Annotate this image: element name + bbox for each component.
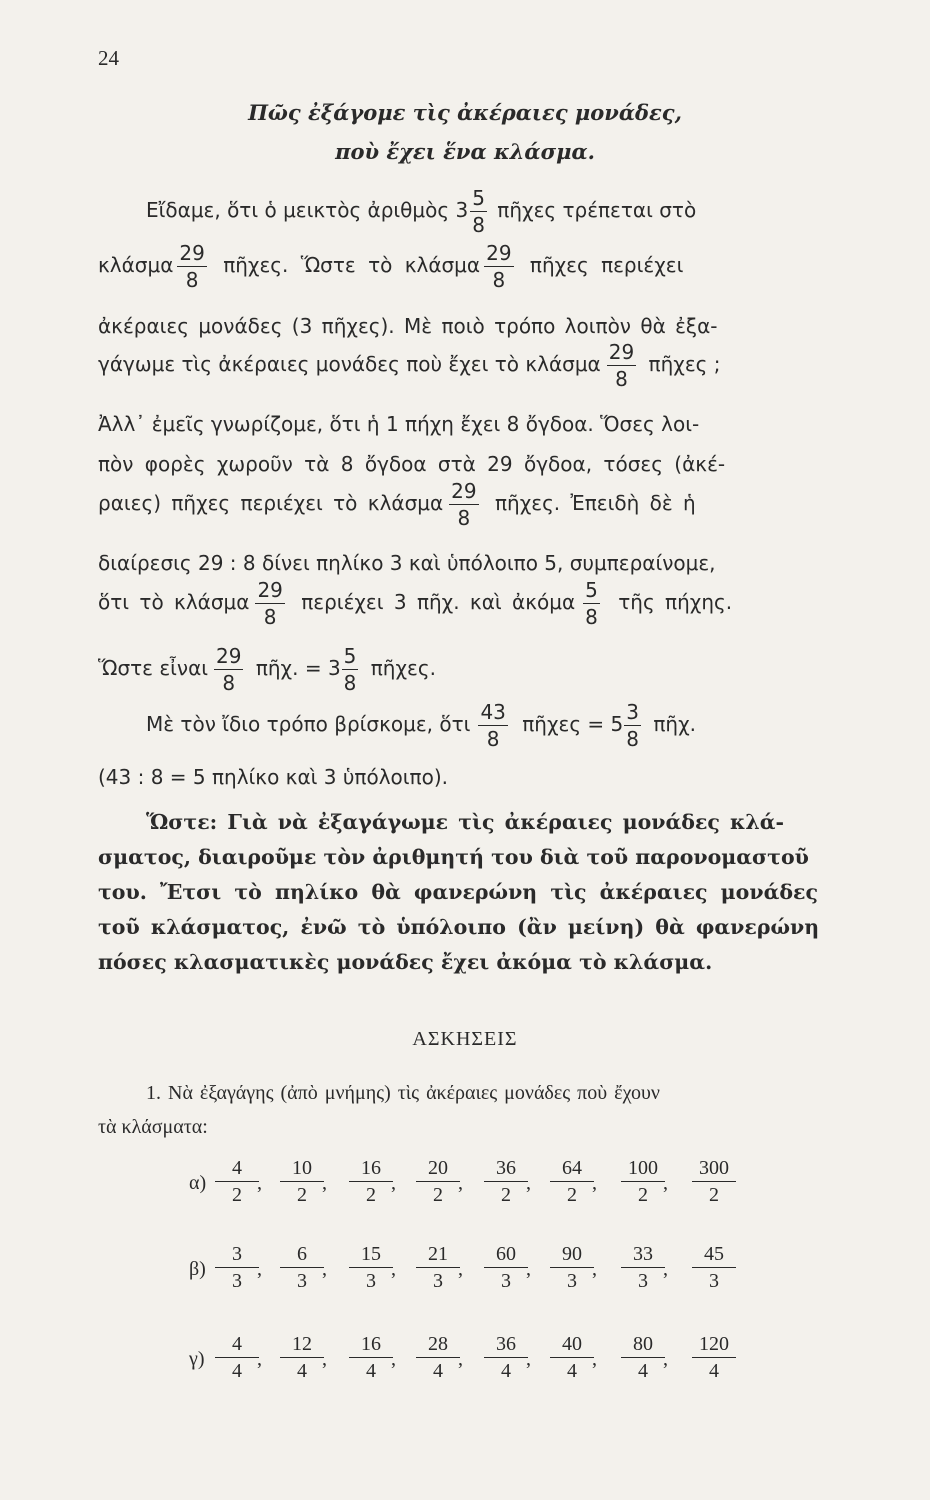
body-line-2: κλάσμα $\frac{29}{8}$ πῆχες. Ὥστε τὸ κλάσμα $\frac{29}{8}$ πῆχες περιέχει — [98, 241, 684, 292]
body-line-7: ραιες) πῆχες περιέχει τὸ κλάσμα $\frac{29}{8}$ πῆχες. Ἐπειδὴ δὲ ἡ — [98, 479, 696, 530]
fraction-denominator: 2 — [433, 1184, 443, 1206]
fraction-numerator: 60 — [484, 1244, 528, 1268]
fraction-denominator: 2 — [567, 1184, 577, 1206]
separator-comma: , — [592, 1348, 597, 1370]
exercise-fraction — [416, 1158, 460, 1205]
exercise-fraction — [416, 1244, 460, 1291]
separator-comma: , — [458, 1258, 463, 1280]
fraction-numerator: 6 — [280, 1244, 324, 1268]
fraction-numerator: 300 — [692, 1158, 736, 1182]
fraction-29-8: $\frac{29}{8}$ — [486, 241, 512, 292]
exercise-fraction — [621, 1158, 665, 1205]
fraction-29-8: $\frac{29}{8}$ — [451, 479, 477, 530]
section-title-line-1: Πῶς ἐξάγομε τὶς ἀκέραιες μονάδες, — [248, 100, 682, 125]
exercise-fraction — [215, 1244, 259, 1291]
fraction-numerator: 12 — [280, 1334, 324, 1358]
fraction-29-8: $\frac{29}{8}$ — [179, 241, 205, 292]
exercise-fraction — [550, 1158, 594, 1205]
fraction-denominator: 3 — [709, 1270, 719, 1292]
fraction-denominator: 3 — [366, 1270, 376, 1292]
fraction-numerator: 36 — [484, 1334, 528, 1358]
fraction-denominator: 3 — [501, 1270, 511, 1292]
separator-comma: , — [526, 1172, 531, 1194]
exercise-fraction — [215, 1334, 259, 1381]
fraction-denominator: 3 — [433, 1270, 443, 1292]
separator-comma: , — [257, 1258, 262, 1280]
fraction-numerator: 36 — [484, 1158, 528, 1182]
fraction-numerator: 28 — [416, 1334, 460, 1358]
separator-comma: , — [592, 1258, 597, 1280]
fraction-numerator: 40 — [550, 1334, 594, 1358]
exercise-fraction — [550, 1244, 594, 1291]
exercise-fraction — [280, 1334, 324, 1381]
body-line-9: ὅτι τὸ κλάσμα $\frac{29}{8}$ περιέχει 3 πῆχ. καὶ ἀκόμα $\frac{5}{8}$ τῆς πήχης. — [98, 578, 733, 629]
separator-comma: , — [526, 1348, 531, 1370]
exercise-1-line-2: τὰ κλάσματα: — [98, 1116, 208, 1138]
separator-comma: , — [592, 1172, 597, 1194]
fraction-29-8: $\frac{29}{8}$ — [257, 578, 283, 629]
fraction-denominator: 2 — [297, 1184, 307, 1206]
separator-comma: , — [322, 1172, 327, 1194]
fraction-denominator: 4 — [297, 1360, 307, 1382]
body-line-1: Εἴδαμε, ὅτι ὁ μεικτὸς ἀριθμὸς 3 $\frac{5}{8}$ πῆχες τρέπεται στὸ — [146, 186, 697, 237]
exercise-row-label: γ) — [189, 1348, 205, 1370]
rule-line-3: του. Ἔτσι τὸ πηλίκο θὰ φανερώνη τὶς ἀκέραιες μονάδες — [98, 880, 818, 904]
body-line-11: Μὲ τὸν ἴδιο τρόπο βρίσκομε, ὅτι $\frac{43}{8}$ πῆχες = 5 $\frac{3}{8}$ πῆχ. — [146, 700, 696, 751]
fraction-denominator: 2 — [709, 1184, 719, 1206]
fraction-denominator: 4 — [232, 1360, 242, 1382]
separator-comma: , — [458, 1172, 463, 1194]
fraction-numerator: 20 — [416, 1158, 460, 1182]
separator-comma: , — [663, 1348, 668, 1370]
separator-comma: , — [391, 1348, 396, 1370]
exercise-fraction — [215, 1158, 259, 1205]
fraction-numerator: 4 — [215, 1334, 259, 1358]
fraction-29-8: $\frac{29}{8}$ — [608, 340, 635, 391]
exercise-fraction — [349, 1244, 393, 1291]
exercise-fraction — [349, 1334, 393, 1381]
fraction-numerator: 3 — [215, 1244, 259, 1268]
exercise-fraction — [621, 1334, 665, 1381]
fraction-denominator: 3 — [232, 1270, 242, 1292]
exercise-row-label: β) — [189, 1258, 206, 1280]
rule-line-1: Ὥστε: Γιὰ νὰ ἐξαγάγωμε τὶς ἀκέραιες μονάδες κλά- — [146, 810, 785, 834]
exercise-fraction — [484, 1158, 528, 1205]
exercise-fraction — [621, 1244, 665, 1291]
fraction-denominator: 4 — [433, 1360, 443, 1382]
separator-comma: , — [663, 1258, 668, 1280]
exercise-fraction — [484, 1334, 528, 1381]
body-line-5: Ἀλλ᾽ ἐμεῖς γνωρίζομε, ὅτι ἡ 1 πήχη ἔχει 8 ὄγδοα. Ὅσες λοι- — [98, 412, 700, 436]
fraction-denominator: 4 — [501, 1360, 511, 1382]
body-line-4: γάγωμε τὶς ἀκέραιες μονάδες ποὺ ἔχει τὸ κλάσμα $\frac{29}{8}$ πῆχες ; — [98, 340, 721, 391]
fraction-29-8: $\frac{29}{8}$ — [216, 644, 242, 695]
fraction-denominator: 2 — [232, 1184, 242, 1206]
fraction-numerator: 80 — [621, 1334, 665, 1358]
fraction-numerator: 10 — [280, 1158, 324, 1182]
exercise-fraction — [484, 1244, 528, 1291]
fraction-denominator: 4 — [638, 1360, 648, 1382]
separator-comma: , — [322, 1258, 327, 1280]
fraction-numerator: 45 — [692, 1244, 736, 1268]
exercise-fraction — [692, 1158, 736, 1205]
rule-line-4: τοῦ κλάσματος, ἐνῶ τὸ ὑπόλοιπο (ἂν μείνη) θὰ φανερώνη — [98, 915, 820, 939]
fraction-denominator: 3 — [638, 1270, 648, 1292]
fraction-denominator: 3 — [567, 1270, 577, 1292]
fraction-numerator: 64 — [550, 1158, 594, 1182]
fraction-numerator: 16 — [349, 1334, 393, 1358]
fraction-numerator: 90 — [550, 1244, 594, 1268]
rule-line-5: πόσες κλασματικὲς μονάδες ἔχει ἀκόμα τὸ κλάσμα. — [98, 950, 713, 974]
exercise-1-line-1: 1. Νὰ ἐξαγάγης (ἀπὸ μνήμης) τὶς ἀκέραιες μονάδες ποὺ ἔχουν — [146, 1082, 660, 1104]
exercise-fraction — [349, 1158, 393, 1205]
separator-comma: , — [663, 1172, 668, 1194]
fraction-denominator: 4 — [567, 1360, 577, 1382]
fraction-denominator: 2 — [366, 1184, 376, 1206]
separator-comma: , — [257, 1172, 262, 1194]
fraction-numerator: 120 — [692, 1334, 736, 1358]
fraction-numerator: 21 — [416, 1244, 460, 1268]
fraction-numerator: 100 — [621, 1158, 665, 1182]
exercises-heading: ΑΣΚΗΣΕΙΣ — [412, 1028, 518, 1050]
fraction-numerator: 16 — [349, 1158, 393, 1182]
body-line-3: ἀκέραιες μονάδες (3 πῆχες). Μὲ ποιὸ τρόπο λοιπὸν θὰ ἐξα- — [98, 314, 718, 338]
separator-comma: , — [458, 1348, 463, 1370]
fraction-5-8: $\frac{5}{8}$ — [343, 644, 357, 695]
separator-comma: , — [322, 1348, 327, 1370]
exercise-fraction — [692, 1244, 736, 1291]
separator-comma: , — [391, 1258, 396, 1280]
fraction-denominator: 3 — [297, 1270, 307, 1292]
body-line-10: Ὥστε εἶναι $\frac{29}{8}$ πῆχ. = 3 $\frac{5}{8}$ πῆχες. — [98, 644, 436, 695]
exercise-fraction — [280, 1244, 324, 1291]
rule-line-2: σματος, διαιροῦμε τὸν ἀριθμητή του διὰ τοῦ παρονομαστοῦ — [98, 845, 809, 869]
section-title-line-2: ποὺ ἔχει ἕνα κλάσμα. — [335, 139, 595, 164]
exercise-row-label: α) — [189, 1172, 207, 1194]
fraction-denominator: 4 — [709, 1360, 719, 1382]
fraction-denominator: 4 — [366, 1360, 376, 1382]
exercise-fraction — [692, 1334, 736, 1381]
exercise-fraction — [280, 1158, 324, 1205]
exercise-fraction — [550, 1334, 594, 1381]
separator-comma: , — [257, 1348, 262, 1370]
fraction-3-8: $\frac{3}{8}$ — [626, 700, 639, 751]
page-number: 24 — [98, 46, 119, 70]
fraction-5-8: $\frac{5}{8}$ — [472, 186, 485, 237]
fraction-numerator: 15 — [349, 1244, 393, 1268]
fraction-denominator: 2 — [638, 1184, 648, 1206]
exercise-fraction — [416, 1334, 460, 1381]
separator-comma: , — [526, 1258, 531, 1280]
body-line-6: πὸν φορὲς χωροῦν τὰ 8 ὄγδοα στὰ 29 ὄγδοα, τόσες (ἀκέ- — [98, 452, 726, 476]
separator-comma: , — [391, 1172, 396, 1194]
fraction-5-8: $\frac{5}{8}$ — [585, 578, 598, 629]
fraction-denominator: 2 — [501, 1184, 511, 1206]
fraction-numerator: 4 — [215, 1158, 259, 1182]
body-line-8: διαίρεσις 29 : 8 δίνει πηλίκο 3 καὶ ὑπόλοιπο 5, συμπεραίνομε, — [98, 551, 716, 575]
fraction-43-8: $\frac{43}{8}$ — [480, 700, 506, 751]
fraction-numerator: 33 — [621, 1244, 665, 1268]
body-line-12: (43 : 8 = 5 πηλίκο καὶ 3 ὑπόλοιπο). — [98, 765, 448, 789]
